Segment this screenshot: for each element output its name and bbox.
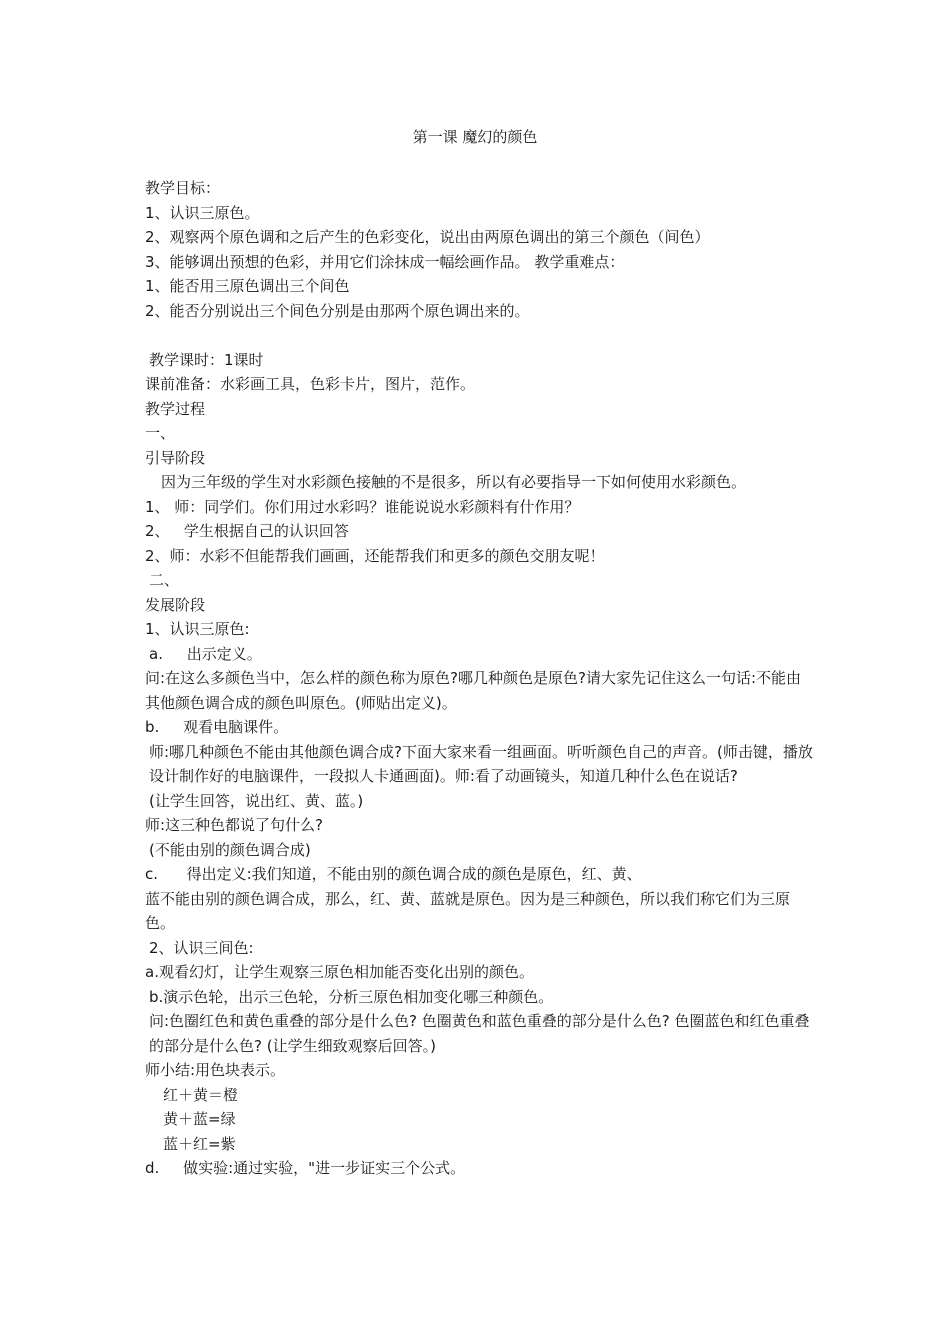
formula-line: 红＋黄＝橙 (163, 1085, 239, 1104)
formula-line: 黄＋蓝=绿 (163, 1110, 236, 1128)
paragraph: 1、认识三原色: (145, 620, 250, 638)
document-title: 第一课 魔幻的颜色 (412, 128, 538, 146)
paragraph: 2、 学生根据自己的认识回答 (145, 522, 349, 540)
paragraph: 师小结:用色块表示。 (145, 1061, 286, 1079)
paragraph: 教学目标： (145, 179, 221, 197)
paragraph: 1、认识三原色。 (145, 203, 260, 222)
paragraph: 3、能够调出预想的色彩，并用它们涂抹成一幅绘画作品。 教学重难点： (145, 252, 625, 271)
section-number: 一、 (145, 424, 176, 442)
paragraph: 2、能否分别说出三个间色分别是由那两个原色调出来的。 (145, 301, 530, 320)
paragraph: 1、能否用三原色调出三个间色 (145, 277, 350, 295)
paragraph: d. 做实验:通过实验，"进一步证实三个公式。 (145, 1159, 466, 1177)
paragraph: 教学课时：1课时 (149, 350, 264, 369)
paragraph: 课前准备：水彩画工具，色彩卡片，图片，范作。 (145, 375, 476, 393)
paragraph: 师:这三种色都说了句什么? (145, 816, 324, 834)
paragraph: b. 观看电脑课件。 (145, 718, 289, 736)
paragraph: 2、师：水彩不但能帮我们画画，还能帮我们和更多的颜色交朋友呢！ (145, 546, 605, 565)
paragraph: (让学生回答，说出红、黄、蓝。) (149, 791, 364, 810)
paragraph: 2、观察两个原色调和之后产生的色彩变化，说出由两原色调出的第三个颜色（间色） (145, 228, 710, 246)
section-number: 二、 (149, 571, 180, 589)
paragraph: 1、 师：同学们。你们用过水彩吗？谁能说说水彩颜料有什作用？ (145, 497, 580, 516)
section-heading: 引导阶段 (145, 448, 206, 467)
paragraph: b.演示色轮，出示三色轮，分析三原色相加变化哪三种颜色。 (149, 987, 554, 1006)
paragraph: (不能由别的颜色调合成) (149, 840, 311, 859)
paragraph: 问:在这么多颜色当中，怎么样的颜色称为原色?哪几种颜色是原色?请大家先记住这么一句话:不能由其他颜色调合成的颜色叫原色。(师贴出定义)。 (145, 669, 802, 712)
paragraph: c. 得出定义:我们知道，不能由别的颜色调合成的颜色是原色，红、黄、 (145, 865, 642, 883)
paragraph: a. 出示定义。 (149, 644, 262, 663)
paragraph: 因为三年级的学生对水彩颜色接触的不是很多，所以有必要指导一下如何使用水彩颜色。 (161, 473, 747, 491)
paragraph: 蓝不能由别的颜色调合成，那么，红、黄、蓝就是原色。因为是三种颜色，所以我们称它们为三原色。 (145, 889, 791, 932)
paragraph: a.观看幻灯，让学生观察三原色相加能否变化出别的颜色。 (145, 963, 534, 981)
paragraph: 2、认识三间色: (149, 938, 254, 957)
section-heading: 发展阶段 (145, 595, 206, 614)
section-heading: 教学过程 (145, 399, 206, 418)
paragraph: 问:色圈红色和黄色重叠的部分是什么色? 色圈黄色和蓝色重叠的部分是什么色? 色圈蓝色和红色重叠的部分是什么色? (让学生细致观察后回答。) (149, 1012, 810, 1055)
paragraph: 师:哪几种颜色不能由其他颜色调合成?下面大家来看一组画面。听听颜色自己的声音。(师击键，播放设计制作好的电脑课件，一段拟人卡通画面)。师:看了动画镜头，知道几种什么色在说话? (149, 742, 813, 785)
document-body (145, 176, 813, 1181)
formula-line: 蓝＋红=紫 (163, 1134, 236, 1153)
blank-line (145, 323, 813, 348)
